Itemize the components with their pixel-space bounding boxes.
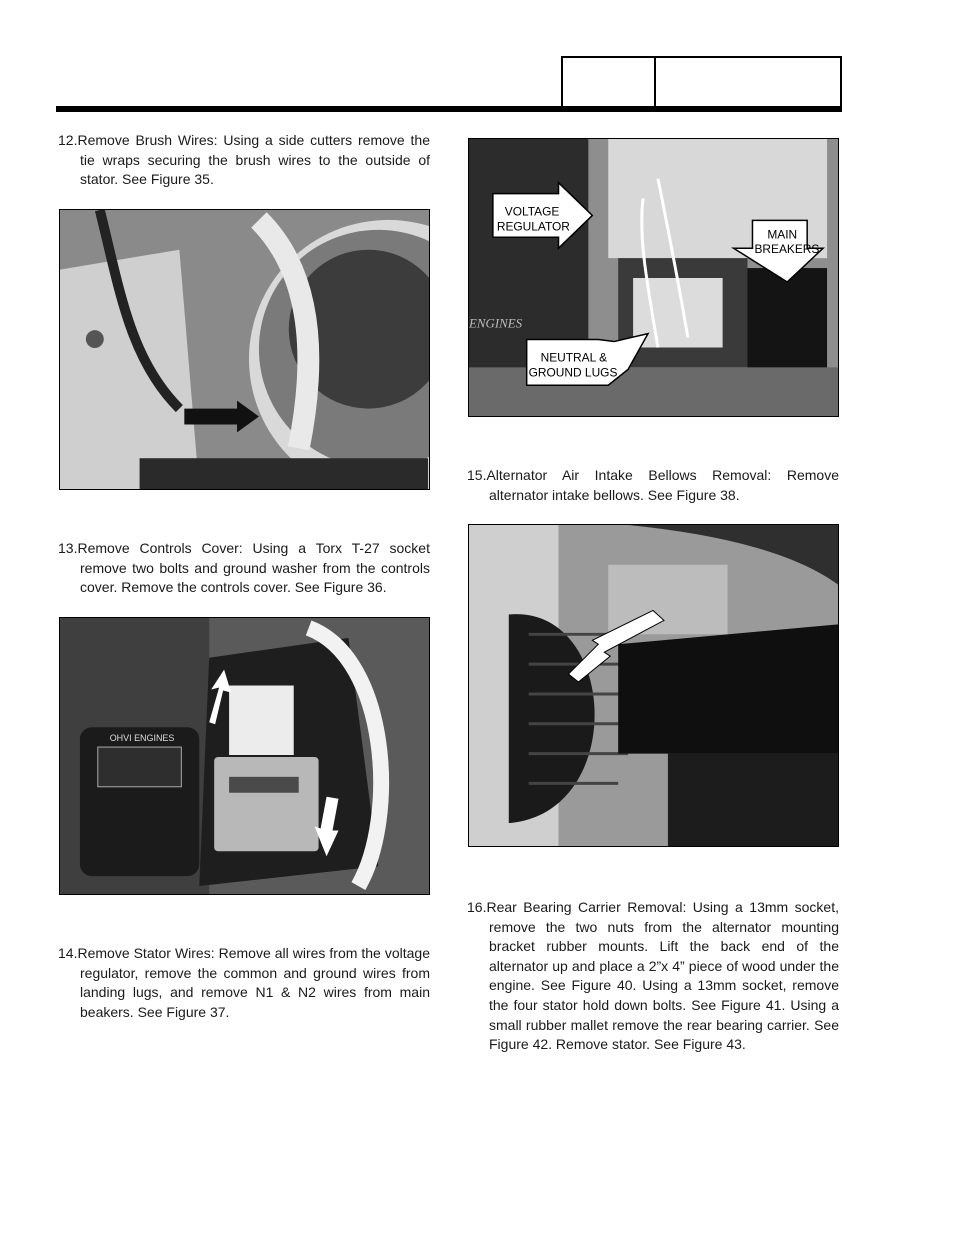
neutral-ground-label-2: GROUND LUGS bbox=[528, 365, 618, 380]
step-text: Rear Bearing Carrier Removal: Using a 13mm socket, remove the two nuts from the alternator mounting bracket rubber mounts. Lift the back end of the alternator up and place a 2”x 4” piece of wood under the engine. See Figure 40. Using a 13mm socket, remove the four stator hold down bolts. See Figure 41. Using a small rubber mallet remove the rear bearing carrier. See Figure 42. Remove stator. See Figure 43. bbox=[486, 899, 839, 1053]
step-text: Remove Brush Wires: Using a side cutters remove the tie wraps securing the brush wires to the outside of stator. See Figure 35. bbox=[77, 132, 430, 188]
voltage-regulator-label-2: REGULATOR bbox=[496, 219, 570, 234]
header-box-left bbox=[561, 56, 656, 110]
step-number: 15. bbox=[467, 467, 487, 483]
step-16 bbox=[467, 898, 839, 1055]
header-box-right bbox=[654, 56, 842, 110]
engines-logo-text: OHVI ENGINES bbox=[109, 733, 175, 744]
step-15 bbox=[467, 466, 839, 505]
step-text: Alternator Air Intake Bellows Removal: Remove alternator intake bellows. See Figure 38. bbox=[486, 467, 839, 503]
step-number: 16. bbox=[467, 899, 487, 915]
figure-37-photo bbox=[468, 138, 839, 417]
header-rule bbox=[56, 106, 842, 112]
neutral-ground-label-1: NEUTRAL & bbox=[540, 350, 608, 365]
step-12 bbox=[58, 131, 430, 190]
step-number: 14. bbox=[58, 945, 78, 961]
engines-logo-text: ENGINES bbox=[469, 315, 523, 331]
step-13 bbox=[58, 539, 430, 598]
step-number: 12. bbox=[58, 132, 78, 148]
step-text: Remove Stator Wires: Remove all wires from the voltage regulator, remove the common and ground wires from landing lugs, and remove N1 & N2 wires from main beakers. See Figure 37. bbox=[77, 945, 430, 1020]
step-number: 13. bbox=[58, 540, 78, 556]
figure-35-photo bbox=[59, 209, 430, 490]
main-breakers-label-1: MAIN bbox=[767, 227, 798, 242]
main-breakers-label-2: BREAKERS bbox=[754, 242, 820, 257]
voltage-regulator-label-1: VOLTAGE bbox=[504, 204, 560, 219]
figure-38-photo bbox=[468, 524, 839, 847]
figure-36-photo bbox=[59, 617, 430, 895]
step-14 bbox=[58, 944, 430, 1022]
step-text: Remove Controls Cover: Using a Torx T-27 socket remove two bolts and ground washer from the controls cover. Remove the controls cover. See Figure 36. bbox=[77, 540, 430, 596]
